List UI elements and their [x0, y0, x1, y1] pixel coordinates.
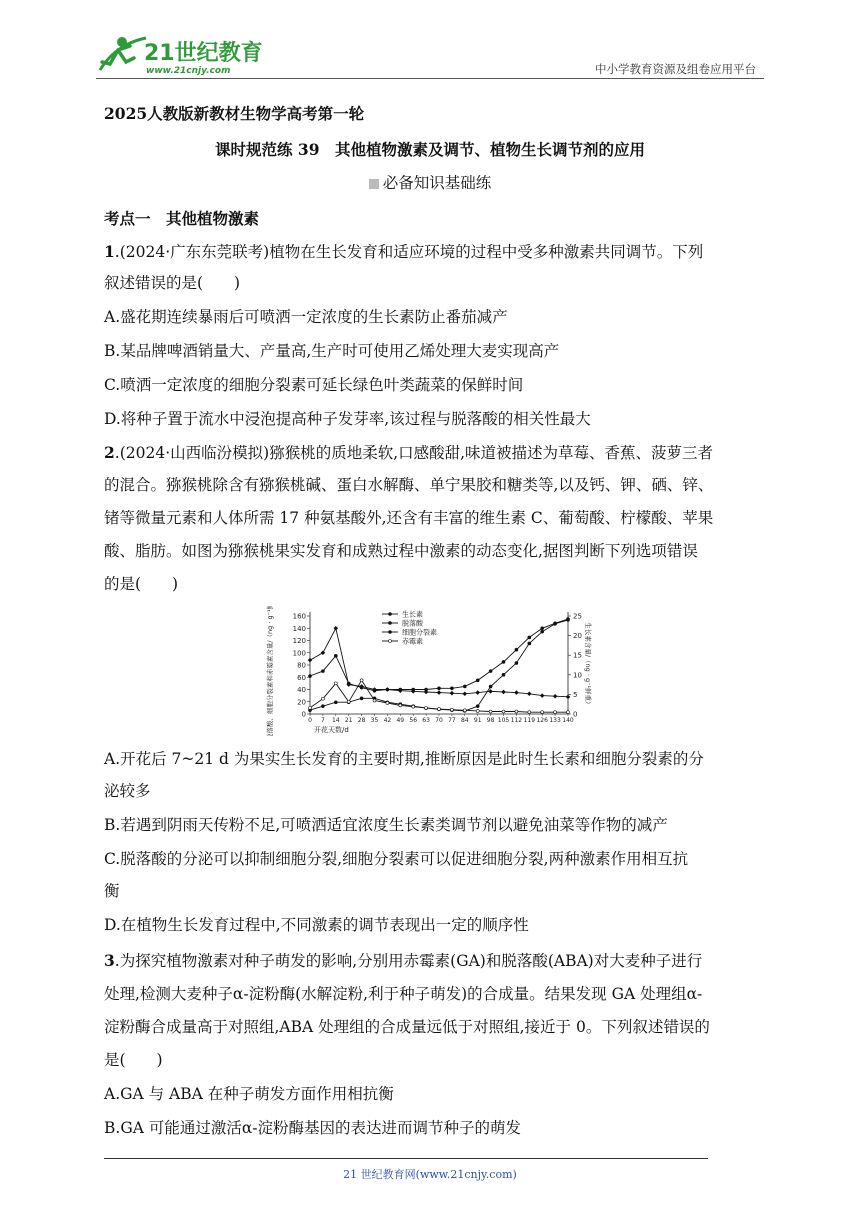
- data-point: [386, 701, 389, 704]
- q1-number: 1: [104, 242, 115, 261]
- data-point: [463, 685, 466, 688]
- q2-stem-text1: 猕猴桃的质地柔软,口感酸甜,味道被描述为草莓、香蕉、菠萝三者: [269, 444, 714, 462]
- q2-stem-line4: 酸、脂肪。如图为猕猴桃果实发育和成熟过程中激素的动态变化,据图判断下列选项错误: [104, 542, 698, 560]
- q1-option-b: B.某品牌啤酒销量大、产量高,生产时可使用乙烯处理大麦实现高产: [104, 342, 560, 360]
- x-tick-label: 35: [370, 717, 379, 724]
- data-point: [515, 710, 518, 713]
- data-point: [514, 690, 519, 695]
- data-point: [373, 699, 376, 702]
- x-tick-label: 98: [486, 717, 495, 724]
- q2-option-b: B.若遇到阴雨天传粉不足,可喷洒适宜浓度生长素类调节剂以避免油菜等作物的减产: [104, 816, 668, 834]
- q3-stem-line3: 淀粉酶合成量高于对照组,ABA 处理组的合成量远低于对照组,接近于 0。下列叙述错误的: [104, 1018, 710, 1036]
- data-point: [515, 648, 518, 651]
- footer-rule: [104, 1158, 708, 1159]
- x-tick-label: 28: [357, 717, 366, 724]
- data-point: [360, 679, 363, 682]
- q2-option-c-line2: 衡: [104, 882, 120, 900]
- q3-stem-line2: 处理,检测大麦种子α-淀粉酶(水解淀粉,利于种子萌发)的合成量。结果发现 GA 处理组α-: [104, 985, 703, 1003]
- x-tick-label: 42: [383, 717, 392, 724]
- data-point: [540, 693, 545, 698]
- q1-option-c: C.喷洒一定浓度的细胞分裂素可延长绿色叶类蔬菜的保鲜时间: [104, 376, 524, 394]
- q1-option-a: A.盛花期连续暴雨后可喷洒一定浓度的生长素防止番茄减产: [104, 308, 508, 326]
- q3-option-b: B.GA 可能通过激活α-淀粉酶基因的表达进而调节种子的萌发: [104, 1119, 522, 1137]
- site-logo[interactable]: [96, 32, 266, 78]
- data-point: [360, 697, 363, 700]
- x-tick-label: 63: [422, 717, 430, 724]
- x-tick-label: 119: [523, 717, 536, 724]
- left-axis-label: 脱落酸、细胞分裂素和赤霉素含量/（ng · g⁻¹鲜重）: [266, 606, 274, 736]
- data-point: [489, 670, 492, 673]
- q2-stem-line3: 锗等微量元素和人体所需 17 种氨基酸外,还含有丰富的维生素 C、葡萄酸、柠檬酸、苹果: [104, 509, 714, 527]
- data-point: [541, 627, 544, 630]
- data-point: [475, 690, 480, 695]
- left-tick-label: 20: [297, 698, 306, 707]
- platform-tagline: 中小学教育资源及组卷应用平台: [595, 62, 756, 76]
- data-point: [502, 710, 505, 713]
- data-point: [489, 710, 492, 713]
- data-point: [541, 711, 544, 714]
- q2-stem-line1: [104, 442, 713, 464]
- footer-link[interactable]: 21 世纪教育网(www.21cnjy.com): [343, 1168, 517, 1181]
- data-point: [425, 706, 428, 709]
- data-point: [528, 642, 531, 645]
- data-point: [528, 636, 531, 639]
- data-point: [321, 697, 324, 700]
- q1-option-d: D.将种子置于流水中浸泡提高种子发芽率,该过程与脱落酸的相关性最大: [104, 410, 591, 428]
- practice-title: 课时规范练 39 其他植物激素及调节、植物生长调节剂的应用: [215, 140, 645, 159]
- data-point: [334, 654, 337, 657]
- legend-label: 生长素: [402, 610, 423, 619]
- data-point: [476, 705, 479, 708]
- data-point: [476, 679, 479, 682]
- q1-source: .(2024·广东东莞联考): [114, 243, 270, 261]
- right-tick-label: 20: [573, 632, 582, 641]
- x-tick-label: 105: [497, 717, 510, 724]
- legend-marker: [389, 613, 392, 616]
- section-label-text: 必备知识基础练: [382, 174, 492, 192]
- q1-stem-line2: 叙述错误的是( ): [104, 274, 241, 292]
- x-axis-label: 开花天数/d: [314, 726, 349, 734]
- legend-marker: [389, 622, 392, 625]
- x-tick-label: 133: [549, 717, 561, 724]
- data-point: [463, 692, 468, 697]
- data-point: [399, 704, 402, 707]
- data-point: [553, 694, 558, 699]
- data-point: [321, 650, 326, 655]
- hormone-chart-svg: [262, 606, 592, 736]
- legend-marker: [389, 631, 392, 634]
- data-point: [501, 690, 506, 695]
- x-tick-label: 77: [448, 717, 456, 724]
- section-marker-icon: [369, 179, 379, 189]
- data-point: [438, 708, 441, 711]
- q3-stem-text1: .为探究植物激素对种子萌发的影响,分别用赤霉素(GA)和脱落酸(ABA)对大麦种子进行: [114, 952, 703, 970]
- x-tick-label: 126: [536, 717, 548, 724]
- right-tick-label: 0: [573, 710, 578, 719]
- right-axis-label: 生长素含量/（ng · g⁻¹鲜重）: [584, 622, 592, 708]
- data-point: [347, 700, 350, 703]
- header-rule: [96, 78, 764, 79]
- x-tick-label: 70: [435, 717, 443, 724]
- logo-graphic: [96, 32, 266, 78]
- data-point: [309, 675, 312, 678]
- right-tick-label: 5: [573, 690, 578, 699]
- q1-stem-line1: [104, 241, 703, 263]
- left-tick-label: 60: [297, 673, 306, 682]
- x-tick-label: 84: [460, 717, 469, 724]
- left-tick-label: 40: [297, 686, 306, 694]
- section-label: [0, 172, 860, 194]
- q1-stem-text1: 植物在生长发育和适应环境的过程中受多种激素共同调节。下列: [269, 243, 704, 261]
- data-point: [567, 711, 570, 714]
- kaodian-heading: 考点一 其他植物激素: [104, 209, 260, 228]
- data-point: [334, 682, 337, 685]
- q3-option-a: A.GA 与 ABA 在种子萌发方面作用相抗衡: [104, 1085, 394, 1103]
- right-tick-label: 15: [573, 651, 582, 660]
- data-point: [450, 691, 455, 696]
- series-line-0: [310, 620, 568, 711]
- x-tick-label: 14: [331, 717, 340, 724]
- data-point: [515, 662, 518, 665]
- x-tick-label: 0: [308, 717, 312, 724]
- x-tick-label: 49: [396, 717, 405, 724]
- data-point: [554, 622, 557, 625]
- series-line-1: [310, 619, 568, 691]
- data-point: [527, 692, 532, 697]
- data-point: [437, 690, 442, 695]
- q3-stem-line1: [104, 950, 702, 972]
- q2-option-c-line1: C.脱落酸的分泌可以抑制细胞分裂,细胞分裂素可以促进细胞分裂,两种激素作用相互抗: [104, 850, 689, 868]
- hormone-chart: [262, 606, 592, 736]
- data-point: [567, 618, 570, 621]
- q2-source: .(2024·山西临汾模拟): [114, 444, 270, 462]
- q2-stem-line5: 的是( ): [104, 575, 179, 593]
- left-tick-label: 100: [292, 649, 306, 658]
- q2-stem-line2: 的混合。猕猴桃除含有猕猴桃碱、蛋白水解酶、单宁果胶和糖类等,以及钙、钾、硒、锌、: [104, 476, 714, 494]
- left-tick-label: 160: [292, 612, 306, 621]
- left-tick-label: 80: [297, 661, 306, 670]
- doc-title: 2025人教版新教材生物学高考第一轮: [104, 104, 365, 123]
- data-point: [309, 706, 312, 709]
- data-point: [424, 690, 429, 695]
- data-point: [489, 685, 492, 688]
- data-point: [502, 660, 505, 663]
- x-tick-label: 7: [320, 717, 325, 724]
- data-point: [334, 701, 337, 704]
- left-tick-label: 140: [292, 624, 306, 633]
- legend-label: 脱落酸: [402, 619, 423, 628]
- q2-number: 2: [104, 443, 115, 462]
- data-point: [541, 630, 544, 633]
- data-point: [308, 658, 313, 663]
- data-point: [321, 670, 324, 673]
- data-point: [438, 687, 441, 690]
- q2-option-a-line1: A.开花后 7~21 d 为果实生长发育的主要时期,推断原因是此时生长素和细胞分裂素的分: [104, 750, 704, 768]
- x-tick-label: 21: [344, 717, 353, 724]
- logo-text: 21世纪教育: [144, 41, 263, 66]
- legend-marker: [389, 640, 392, 643]
- page-header: [96, 32, 764, 78]
- data-point: [463, 709, 466, 712]
- x-tick-label: 112: [510, 717, 523, 724]
- q2-option-a-line2: 泌较多: [104, 782, 151, 800]
- x-tick-label: 56: [409, 717, 418, 724]
- data-point: [476, 709, 479, 712]
- q3-stem-line4: 是( ): [104, 1051, 163, 1069]
- q2-option-d: D.在植物生长发育过程中,不同激素的调节表现出一定的顺序性: [104, 916, 529, 934]
- logo-url: www.21cnjy.com: [146, 66, 231, 76]
- data-point: [321, 705, 324, 708]
- data-point: [502, 673, 505, 676]
- data-point: [450, 708, 453, 711]
- data-point: [334, 626, 339, 631]
- x-tick-label: 140: [562, 717, 574, 724]
- data-point: [566, 695, 571, 700]
- data-point: [385, 687, 390, 692]
- q3-number: 3: [104, 951, 115, 970]
- data-point: [528, 711, 531, 714]
- data-point: [412, 705, 415, 708]
- left-tick-label: 120: [292, 637, 306, 645]
- data-point: [554, 711, 557, 714]
- legend-label: 细胞分裂素: [402, 628, 437, 637]
- x-tick-label: 91: [473, 717, 482, 724]
- data-point: [450, 687, 453, 690]
- right-tick-label: 10: [573, 671, 582, 680]
- left-tick-label: 0: [301, 710, 306, 719]
- right-tick-label: 25: [573, 612, 582, 621]
- legend-label: 赤霉素: [402, 637, 423, 646]
